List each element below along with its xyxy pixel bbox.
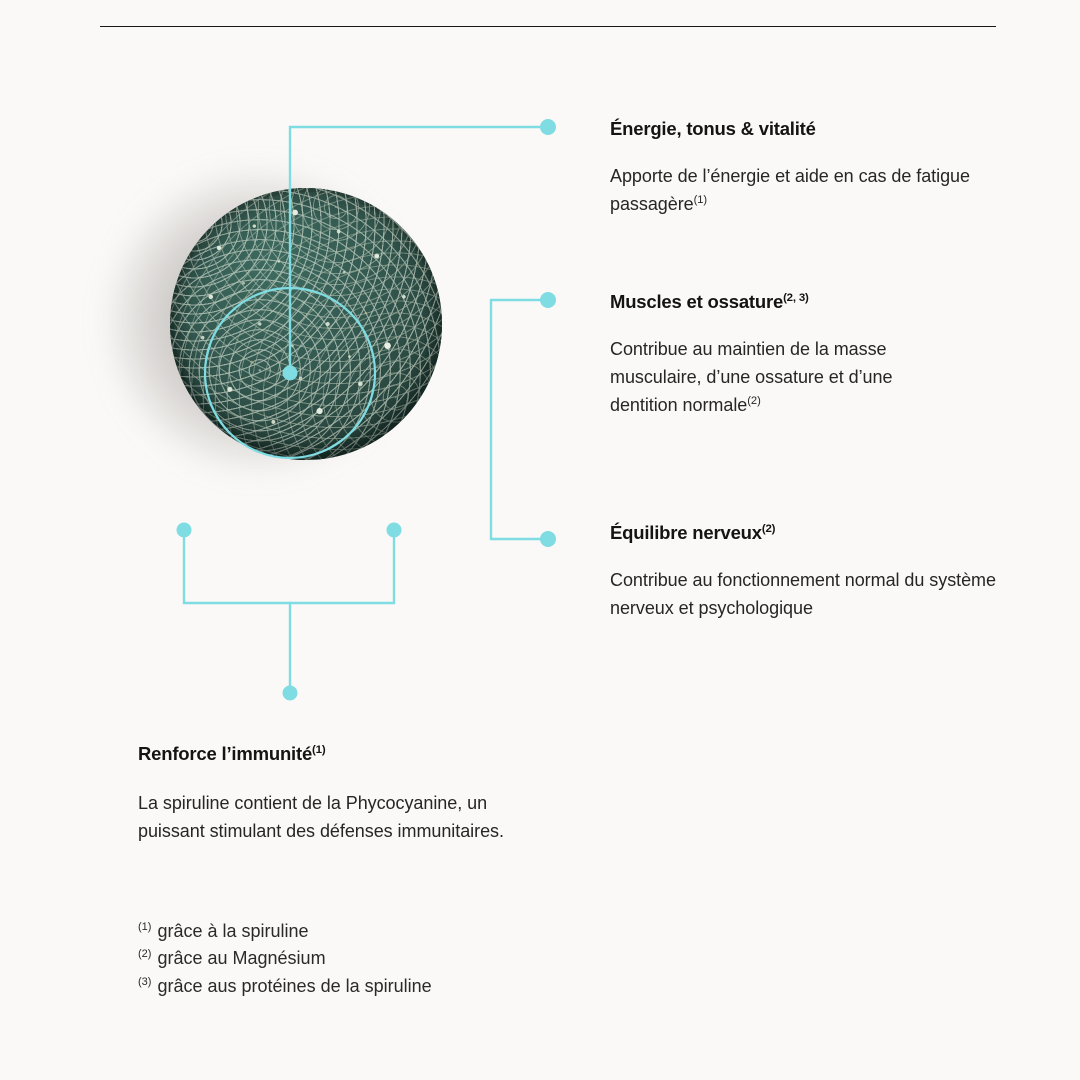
top-divider (100, 26, 996, 27)
footnote-1 (138, 918, 558, 945)
callout-energy-body: Apporte de l’énergie et aide en cas de fatigue passagère$^{(1)}$ (610, 166, 970, 214)
callout-energy (610, 117, 990, 219)
connector-bracket-muscles-nerves (491, 300, 548, 539)
callout-nerves (610, 521, 1002, 623)
dot-energy (540, 119, 556, 135)
callout-muscles-body-sup: (2) (747, 394, 761, 407)
tablet-disc (170, 188, 442, 460)
callout-muscles-heading: Muscles et ossature$^{(2, 3)}$ (610, 291, 809, 312)
footnote-3-marker: (3) (138, 975, 152, 988)
dot-immunity-right (387, 523, 402, 538)
footnote-2-marker: (2) (138, 948, 152, 961)
dot-immunity-stem (283, 686, 298, 701)
footnote-1-text: grâce à la spiruline (157, 921, 309, 941)
footnotes-list (138, 918, 558, 1000)
dot-nerves (540, 531, 556, 547)
callout-energy-heading: Énergie, tonus & vitalité (610, 118, 816, 139)
footnote-2-text: grâce au Magnésium (157, 948, 326, 969)
tablet-rim-shading (170, 188, 442, 460)
callout-immunity-heading-sup: (1) (312, 743, 326, 756)
callout-nerves-heading: Équilibre nerveux$^{(2)}$ (610, 522, 776, 543)
callout-muscles-body: Contribue au maintien de la masse musculaire, d’une ossature et d’une dentition normale$^{(2)}$ (610, 339, 893, 415)
callout-immunity-body: La spiruline contient de la Phycocyanine, un puissant stimulant des défenses immunitaires. (138, 793, 504, 841)
footnote-3 (138, 973, 558, 1000)
dot-immunity-left (177, 523, 192, 538)
connector-bracket-immunity (184, 530, 394, 603)
callout-nerves-body: Contribue au fonctionnement normal du système nerveux et psychologique (610, 570, 996, 618)
spirulina-tablet-image (145, 170, 475, 500)
callout-immunity-heading: Renforce l’immunité$^{(1)}$ (138, 743, 326, 764)
dot-muscles (540, 292, 556, 308)
callout-muscles (610, 290, 960, 420)
callout-muscles-heading-sup: (2, 3) (783, 291, 809, 304)
footnote-1-marker: (1) (138, 921, 152, 933)
callout-nerves-heading-sup: (2) (761, 522, 776, 535)
callout-immunity (138, 742, 548, 846)
footnote-3-text: grâce aus protéines de la spiruline (157, 975, 432, 996)
callout-energy-body-sup: (1) (693, 193, 708, 206)
footnote-2 (138, 945, 558, 972)
